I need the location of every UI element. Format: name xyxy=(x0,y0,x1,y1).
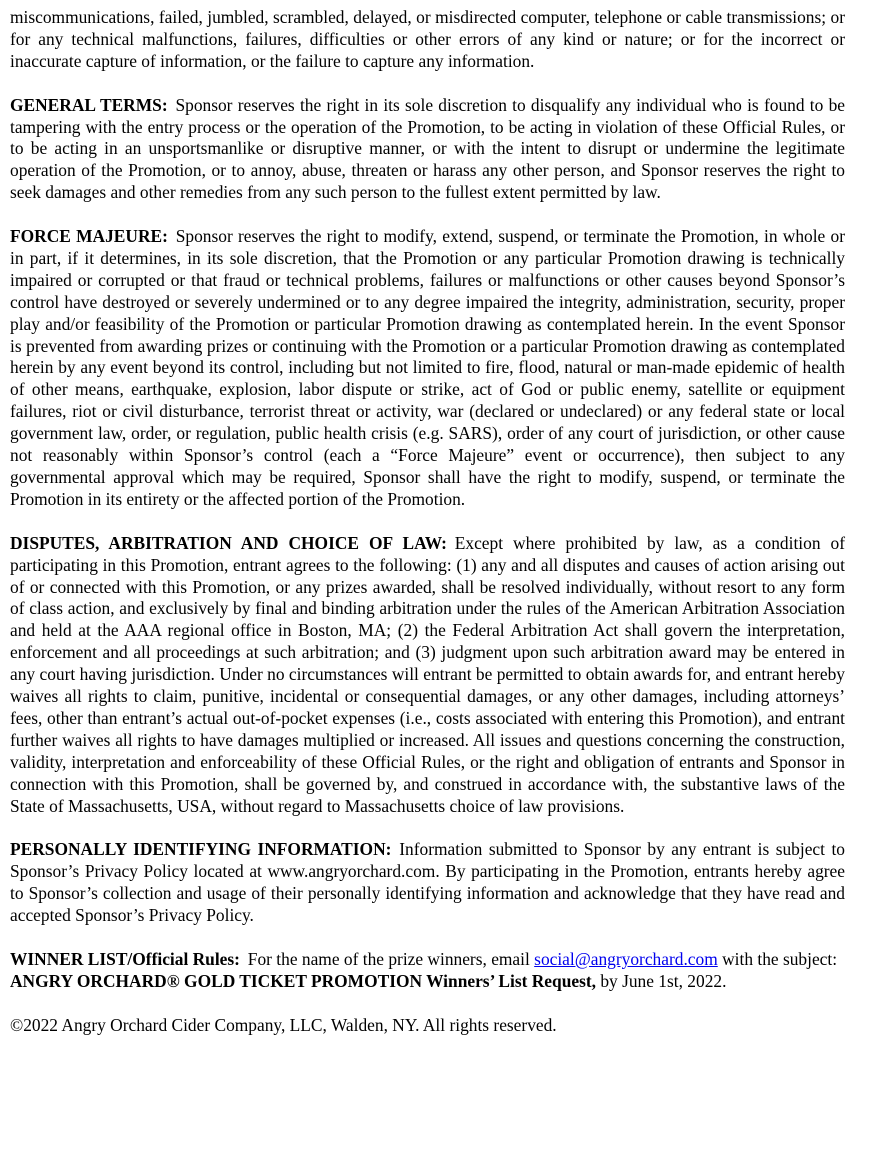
winner-list-subject-line: ANGRY ORCHARD® GOLD TICKET PROMOTION Winners’ List Request, xyxy=(10,970,596,991)
intro-paragraph: miscommunications, failed, jumbled, scrambled, delayed, or misdirected computer, telephone or cable transmissions; or for any technical malfunctions, failures, difficulties or other errors of any kind or nature; or for the incorrect or inaccurate capture of information, or the failure to capture any information. xyxy=(10,7,845,71)
personal-info-heading: PERSONALLY IDENTIFYING INFORMATION: xyxy=(10,839,392,860)
winner-list-email-link[interactable]: social@angryorchard.com xyxy=(534,948,718,969)
general-terms-body: Sponsor reserves the right in its sole discretion to disqualify any individual who is found to be tampering with the entry process or the operation of the Promotion, to be acting in violation of these Official Rules, or to be acting in an unsportsmanlike or disruptive manner, or with the intent to disrupt or undermine the legitimate operation of the Promotion, or to annoy, abuse, threaten or harass any other person, and Sponsor reserves the right to seek damages and other remedies from any such person to the fullest extent permitted by law. xyxy=(10,94,845,203)
section-general-terms xyxy=(10,95,845,205)
force-majeure-heading: FORCE MAJEURE: xyxy=(10,226,168,247)
general-terms-heading: GENERAL TERMS: xyxy=(10,94,168,115)
copyright-line: ©2022 Angry Orchard Cider Company, LLC, Walden, NY. All rights reserved. xyxy=(10,1014,557,1035)
winner-list-text-after-link: with the subject: xyxy=(717,948,838,969)
section-force-majeure xyxy=(10,226,845,511)
section-personally-identifying-information xyxy=(10,839,845,927)
disputes-body: Except where prohibited by law, as a condition of participating in this Promotion, entrant agrees to the following: (1) any and all disputes and causes of action arising out of or connected with this Promotion, or any prizes awarded, shall be resolved individually, without resort to any form of class action, and exclusively by final and binding arbitration under the rules of the American Arbitration Association and held at the AAA regional office in Boston, MA; (2) the Federal Arbitration Act shall govern the interpretation, enforcement and all proceedings at such arbitration; and (3) judgment upon such arbitration award may be entered in any court having jurisdiction. Under no circumstances will entrant be permitted to obtain awards for, and entrant hereby waives all rights to claim, punitive, incidental or consequential damages, or any other damages, including attorneys’ fees, other than entrant’s actual out-of-pocket expenses (i.e., costs associated with entering this Promotion), and entrant further waives all rights to have damages multiplied or increased. All issues and questions concerning the construction, validity, interpretation and enforceability of these Official Rules, or the right and obligation of entrants and Sponsor in connection with this Promotion, shall be governed by, and construed in accordance with, the substantive laws of the State of Massachusetts, USA, without regard to Massachusetts choice of law provisions. xyxy=(10,532,845,816)
winner-list-deadline: by June 1st, 2022. xyxy=(596,970,727,991)
disputes-heading: DISPUTES, ARBITRATION AND CHOICE OF LAW: xyxy=(10,532,447,553)
winner-list-text-before-link: For the name of the prize winners, email xyxy=(247,948,535,969)
winner-list-heading: WINNER LIST/Official Rules: xyxy=(10,948,240,969)
winner-list-paragraph xyxy=(10,949,845,993)
official-rules-document xyxy=(10,7,845,1037)
force-majeure-body: Sponsor reserves the right to modify, extend, suspend, or terminate the Promotion, in whole or in part, if it determines, in its sole discretion, that the Promotion or any particular Promotion drawing is technically impaired or corrupted or that fraud or technical problems, failures or malfunctions or other causes beyond Sponsor’s control have destroyed or severely undermined or to any degree impaired the integrity, administration, security, proper play and/or feasibility of the Promotion or particular Promotion drawing as contemplated herein. In the event Sponsor is prevented from awarding prizes or continuing with the Promotion or a particular Promotion drawing as contemplated herein by any event beyond its control, including but not limited to fire, flood, natural or man-made epidemic of health of other means, earthquake, explosion, labor dispute or strike, act of God or public enemy, satellite or equipment failures, riot or civil disturbance, terrorist threat or activity, war (declared or undeclared) or any federal state or local government law, order, or regulation, public health crisis (e.g. SARS), order of any court of jurisdiction, or other cause not reasonably within Sponsor’s control (each a “Force Majeure” event or occurrence), then subject to any governmental approval which may be required, Sponsor shall have the right to modify, suspend, or terminate the Promotion in its entirety or the affected portion of the Promotion. xyxy=(10,226,845,509)
personal-info-body: Information submitted to Sponsor by any entrant is subject to Sponsor’s Privacy Policy located at www.angryorchard.com. By participating in the Promotion, entrants hereby agree to Sponsor’s collection and usage of their personally identifying information and acknowledge that they have read and accepted Sponsor’s Privacy Policy. xyxy=(10,839,845,926)
section-disputes-arbitration xyxy=(10,533,845,818)
